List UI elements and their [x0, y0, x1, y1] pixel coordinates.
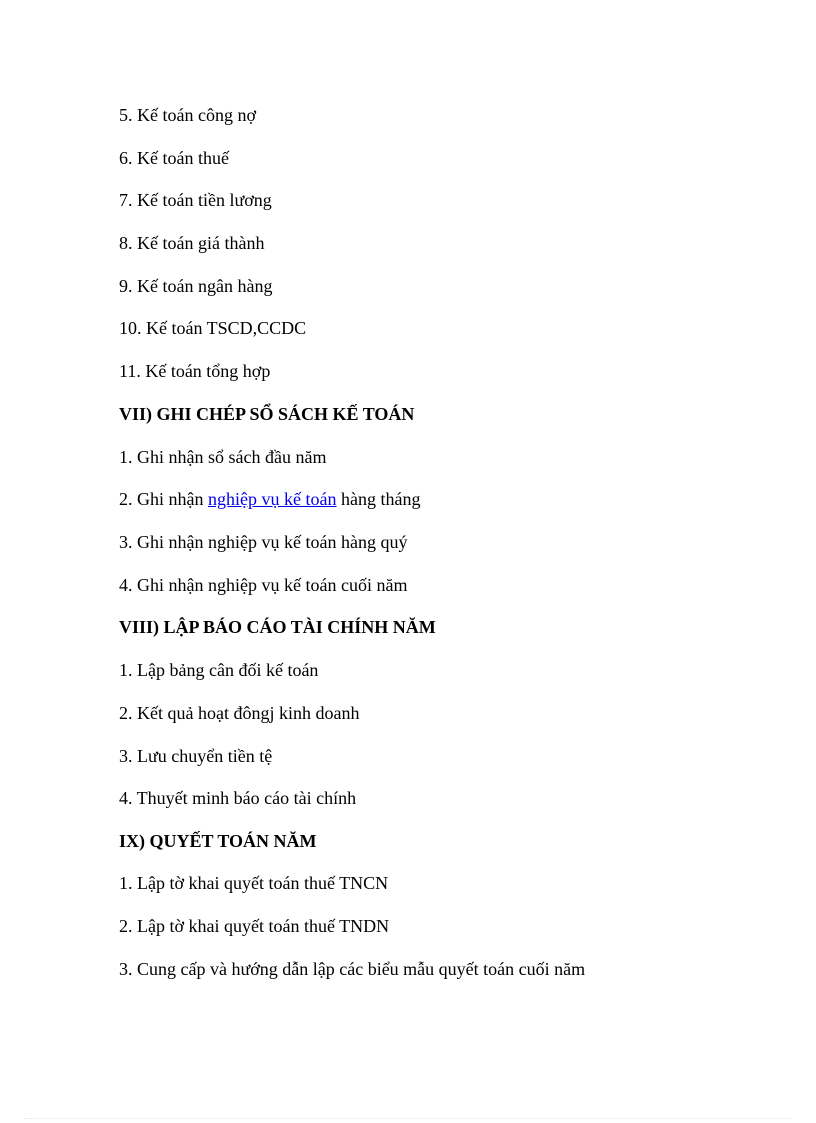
- list-item-nghiep-vu-hang-quy: 3. Ghi nhận nghiệp vụ kế toán hàng quý: [119, 532, 408, 552]
- list-item-so-sach-dau-nam: 1. Ghi nhận sổ sách đầu năm: [119, 447, 327, 467]
- list-item-bang-can-doi: 1. Lập bảng cân đối kế toán: [119, 660, 319, 680]
- list-item-quyet-toan-tncn: 1. Lập tờ khai quyết toán thuế TNCN: [119, 873, 389, 893]
- list-item-ke-toan-tscd-ccdc: 10. Kế toán TSCD,CCDC: [119, 318, 307, 338]
- nghiep-vu-ke-toan-link[interactable]: nghiệp vụ kế toán: [208, 489, 337, 509]
- section-heading-vii: VII) GHI CHÉP SỔ SÁCH KẾ TOÁN: [119, 404, 415, 424]
- section-heading-ix: IX) QUYẾT TOÁN NĂM: [119, 831, 317, 851]
- list-item-ke-toan-tien-luong: 7. Kế toán tiền lương: [119, 190, 272, 210]
- list-item-quyet-toan-tndn: 2. Lập tờ khai quyết toán thuế TNDN: [119, 916, 390, 936]
- list-item-ke-toan-gia-thanh: 8. Kế toán giá thành: [119, 233, 265, 253]
- list-item-thuyet-minh: 4. Thuyết minh báo cáo tài chính: [119, 788, 357, 808]
- list-item-luu-chuyen-tien-te: 3. Lưu chuyển tiền tệ: [119, 746, 273, 766]
- list-item-ke-toan-cong-no: 5. Kế toán công nợ: [119, 105, 256, 125]
- list-item-nghiep-vu-hang-thang: [119, 488, 420, 510]
- section-heading-viii: VIII) LẬP BÁO CÁO TÀI CHÍNH NĂM: [119, 617, 436, 637]
- list-item-ke-toan-tong-hop: 11. Kế toán tổng hợp: [119, 361, 271, 381]
- list-item-ket-qua-kinh-doanh: 2. Kết quả hoạt đôngj kinh doanh: [119, 703, 360, 723]
- list-item-prefix: 2. Ghi nhận: [119, 489, 208, 509]
- list-item-suffix: hàng tháng: [336, 489, 421, 509]
- list-item-nghiep-vu-cuoi-nam: 4. Ghi nhận nghiệp vụ kế toán cuối năm: [119, 575, 408, 595]
- page-bottom-divider: [24, 1118, 792, 1119]
- list-item-bieu-mau-cuoi-nam: 3. Cung cấp và hướng dẫn lập các biểu mẫu quyết toán cuối năm: [119, 959, 586, 979]
- list-item-ke-toan-ngan-hang: 9. Kế toán ngân hàng: [119, 276, 273, 296]
- list-item-ke-toan-thue: 6. Kế toán thuế: [119, 148, 229, 168]
